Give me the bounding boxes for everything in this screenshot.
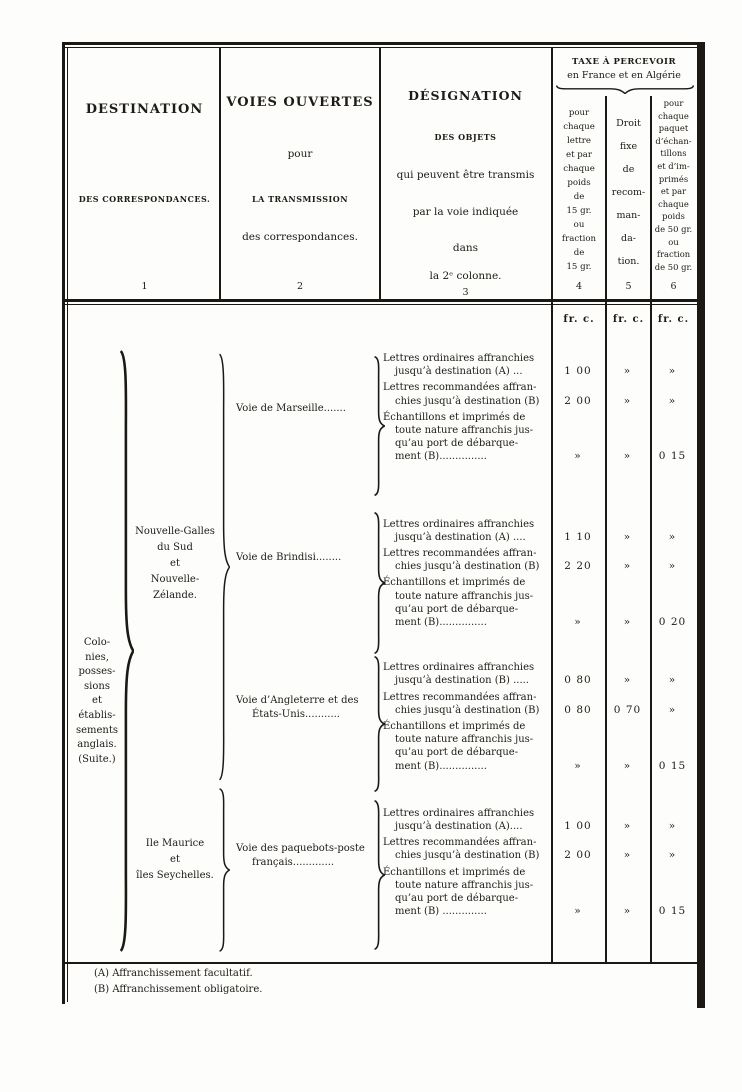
route-brindisi: Voie de Brindisi........ [236,552,342,563]
rate-samples: 0 20 [658,616,687,629]
table-border-left-inner [67,47,68,1002]
tariff-block-england-usa [383,661,696,773]
tariff-block-marseille [383,352,696,464]
table-row [383,576,696,629]
destination-brace-2 [219,788,230,952]
rate-samples: » [668,849,677,862]
route-french-packet-boats: Voie des paquebots-poste français............. [236,843,365,868]
rule-col1-col2 [219,47,221,300]
rate-registration: » [623,759,632,772]
col3-number: 3 [462,287,469,298]
designation-text: Échantillons et imprimés de toute nature affranchis jus- qu’au port de débarque- ment (B)............... [383,577,534,629]
rate-samples: » [668,674,677,687]
rate-registration: » [623,394,632,407]
designation-text: Lettres ordinaires affranchies jusqu’à destination (A) .... [383,518,535,543]
rate-samples: » [668,560,677,573]
table-border-top-outer [62,42,704,45]
route-england-usa: Voie d’Angleterre et des États-Unis........... [236,695,359,720]
col1-number: 1 [141,281,148,292]
col4-header-lines: pour chaque lettre et par chaque poids de 15 gr. ou fraction de 15 gr. [561,108,597,272]
header-double-rule-thin [62,304,697,305]
designation-text: Échantillons et imprimés de toute nature affranchis jus- qu’au port de débarque- ment (B)............... [383,411,534,463]
designation-text: Lettres ordinaires affranchies jusqu’à destination (B) ..... [383,662,535,687]
rate-letter: 2 20 [564,560,592,573]
rate-letter: 2 00 [564,849,592,862]
rate-samples: 0 15 [658,450,687,463]
col6-header-lines: pour chaque paquet d’échan- tillons et d’im- primés et par chaque poids de 50 gr. ou fraction de 50 gr. [654,98,693,272]
table-row [383,411,696,464]
designation-text: Échantillons et imprimés de toute nature affranchis jus- qu’au port de débarque- ment (B)............... [383,721,534,772]
rate-registration: » [623,849,632,862]
table-row [383,518,696,544]
designation-and-rates [383,346,696,919]
table-row [383,691,696,717]
table-row [383,807,696,833]
col2-line3: LA TRANSMISSION [251,194,348,204]
tax-group-brace [556,85,694,94]
unit-label-col6: fr. c. [657,314,690,325]
rate-letter: » [574,905,582,918]
unit-label-col5: fr. c. [612,314,645,325]
rate-letter: 1 10 [564,530,592,543]
rate-registration: » [623,674,632,687]
rate-registration: » [623,905,632,918]
col2-title: VOIES OUVERTES [226,95,374,110]
designation-text: Lettres ordinaires affranchies jusqu’à destination (A).... [383,807,535,833]
destination-mauritius-seychelles: Ile Maurice et îles Seychelles. [136,838,214,881]
table-row [383,381,696,407]
table-row [383,836,696,862]
rate-registration: 0 70 [613,703,642,716]
rate-samples: 0 15 [658,759,687,772]
designation-text: Lettres ordinaires affranchies jusqu’à destination (A) ... [383,353,535,378]
table-border-right [697,42,705,1008]
designation-text: Lettres recommandées affran- chies jusqu’à destination (B) [383,691,540,716]
rate-samples: » [668,820,677,833]
rate-letter: 0 80 [564,703,592,716]
designation-text: Échantillons et imprimés de toute nature affranchis jus- qu’au port de débarque- ment (B) .............. [383,866,534,918]
col6-number: 6 [670,281,677,292]
route-marseille: Voie de Marseille....... [236,403,346,414]
table-row [383,720,696,773]
rate-samples: » [668,394,677,407]
rate-letter: 0 80 [564,674,592,687]
rate-samples: » [668,365,677,378]
col2-line4: des correspondances. [242,231,358,243]
rate-registration: » [623,616,632,629]
rate-samples: » [668,703,677,716]
rate-letter: » [574,759,582,772]
designation-text: Lettres recommandées affran- chies jusqu’à destination (B) [383,548,540,573]
col4-number: 4 [575,281,583,292]
destination-brace-1 [219,352,230,782]
table-row [383,352,696,378]
tax-group-title: TAXE À PERCEVOIR [571,57,677,67]
col2-number: 2 [296,281,304,292]
tax-group-subtitle: en France et en Algérie [567,70,681,81]
header-double-rule-thick [62,299,697,302]
col3-title: DÉSIGNATION [408,88,523,103]
tariff-block-brindisi [383,518,696,630]
destination-new-south-wales: Nouvelle-Galles du Sud et Nouvelle- Zélande. [135,526,215,601]
rate-letter: 1 00 [564,365,592,378]
table-row [383,866,696,919]
rate-letter: » [574,616,582,629]
col2-line2: pour [287,148,313,160]
rate-letter: » [574,450,582,463]
rate-letter: 1 00 [564,820,592,833]
col3-line2: DES OBJETS [434,132,497,142]
col3-line5: dans [452,242,479,254]
table-row [383,547,696,573]
rate-samples: 0 15 [658,905,687,918]
rate-registration: » [623,365,632,378]
col1-title: DESTINATION [85,102,204,117]
col5-header-lines: Droit fixe de recom- man- da- tion. [611,118,646,267]
table-bottom-rule [62,962,697,964]
rate-registration: » [623,450,632,463]
col3-line4: par la voie indiquée [412,206,519,218]
tariff-block-packet-boats [383,807,696,919]
rate-letter: 2 00 [564,394,592,407]
rate-registration: » [623,560,632,573]
rate-samples: » [668,530,677,543]
destination-group-label: Colo- nies, posses- sions et établis- sements anglais. (Suite.) [75,637,119,765]
designation-text: Lettres recommandées affran- chies jusqu’à destination (B) [383,837,540,862]
rate-registration: » [623,530,632,543]
designation-text: Lettres recommandées affran- chies jusqu’à destination (B) [383,382,540,407]
col3-line6: la 2ᵉ colonne. [429,270,502,282]
table-row [383,661,696,687]
col1-subtitle: DES CORRESPONDANCES. [78,194,211,204]
col3-line3: qui peuvent être transmis [396,169,535,181]
unit-label-col4: fr. c. [563,314,595,325]
rate-registration: » [623,820,632,833]
footnotes: (A) Affranchissement facultatif. (B) Affranchissement obligatoire. [94,968,263,995]
col5-number: 5 [625,281,632,292]
table-border-left-outer [62,42,65,1004]
